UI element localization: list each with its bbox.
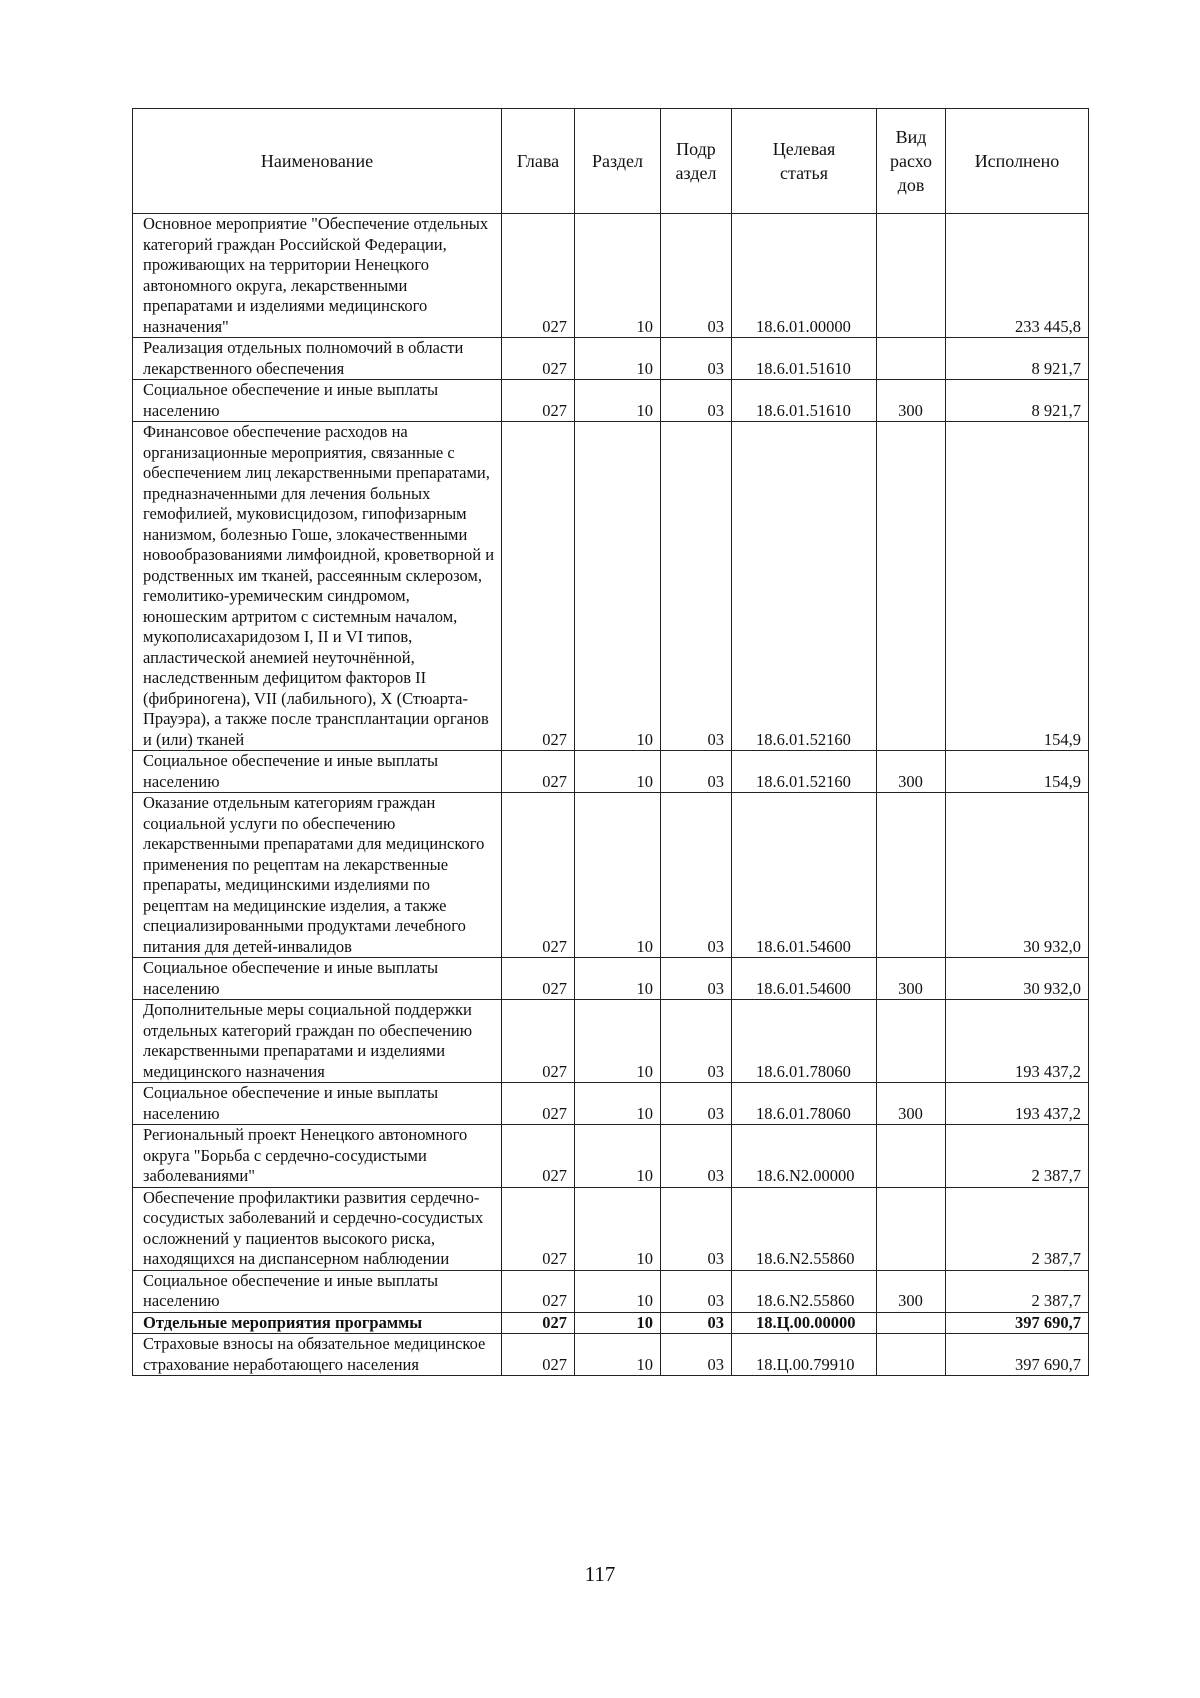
row-target: 18.6.01.52160: [732, 422, 877, 751]
row-executed: 154,9: [946, 751, 1089, 793]
header-type: Вид расхо дов: [877, 109, 946, 214]
row-executed: 193 437,2: [946, 1083, 1089, 1125]
row-name: Основное мероприятие "Обеспечение отдельных категорий граждан Российской Федерации, проживающих на территории Ненецкого автономного округа, лекарственными препаратами и изделиями медицинского назначения": [133, 214, 502, 338]
row-executed: 2 387,7: [946, 1270, 1089, 1312]
row-section: 10: [575, 214, 661, 338]
row-section: 10: [575, 1000, 661, 1083]
table-row: [133, 958, 1089, 1000]
row-name: Обеспечение профилактики развития сердечно-сосудистых заболеваний и сердечно-сосудистых осложнений у пациентов высокого риска, находящихся на диспансерном наблюдении: [133, 1187, 502, 1270]
row-executed: 2 387,7: [946, 1187, 1089, 1270]
row-subsection: 03: [661, 958, 732, 1000]
row-subsection: 03: [661, 1334, 732, 1376]
row-executed: 154,9: [946, 422, 1089, 751]
table-row: [133, 422, 1089, 751]
table-row: [133, 1334, 1089, 1376]
table-row: [133, 1083, 1089, 1125]
row-section: 10: [575, 751, 661, 793]
row-type: 300: [877, 1083, 946, 1125]
header-chapter: Глава: [502, 109, 575, 214]
row-name: Финансовое обеспечение расходов на организационные мероприятия, связанные с обеспечением лиц лекарственными препаратами, предназначенными для лечения больных гемофилией, муковисцидозом, гипофизарным нанизмом, болезнью Гоше, злокачественными новообразованиями лимфоидной, кроветворной и родственных им тканей, рассеянным склерозом, гемолитико-уремическим синдромом, юношеским артритом с системным началом, мукополисахаридозом I, II и VI типов, апластической анемией неуточнённой, наследственным дефицитом факторов II (фибриногена), VII (лабильного), X (Стюарта-Прауэра), а также после трансплантации органов и (или) тканей: [133, 422, 502, 751]
row-section: 10: [575, 793, 661, 958]
page-number: 117: [584, 1562, 616, 1586]
header-section: Раздел: [575, 109, 661, 214]
row-subsection: 03: [661, 1083, 732, 1125]
table-row: [133, 338, 1089, 380]
row-type: [877, 1312, 946, 1334]
row-subsection: 03: [661, 214, 732, 338]
row-name: Реализация отдельных полномочий в области лекарственного обеспечения: [133, 338, 502, 380]
row-executed: 30 932,0: [946, 958, 1089, 1000]
header-name: Наименование: [133, 109, 502, 214]
row-executed: 30 932,0: [946, 793, 1089, 958]
row-chapter: 027: [502, 1270, 575, 1312]
header-target: Целевая статья: [732, 109, 877, 214]
row-chapter: 027: [502, 751, 575, 793]
row-target: 18.6.01.78060: [732, 1000, 877, 1083]
row-chapter: 027: [502, 1187, 575, 1270]
row-chapter: 027: [502, 338, 575, 380]
row-type: 300: [877, 380, 946, 422]
row-executed: 193 437,2: [946, 1000, 1089, 1083]
row-executed: 397 690,7: [946, 1334, 1089, 1376]
row-subsection: 03: [661, 793, 732, 958]
row-target: 18.6.01.78060: [732, 1083, 877, 1125]
row-target: 18.6.01.51610: [732, 380, 877, 422]
row-section: 10: [575, 1187, 661, 1270]
row-type: 300: [877, 958, 946, 1000]
row-target: 18.6.01.51610: [732, 338, 877, 380]
row-type: 300: [877, 751, 946, 793]
table-header-row: [133, 109, 1089, 214]
row-section: 10: [575, 338, 661, 380]
row-subsection: 03: [661, 338, 732, 380]
row-target: 18.6.N2.55860: [732, 1270, 877, 1312]
row-section: 10: [575, 958, 661, 1000]
row-type: [877, 1334, 946, 1376]
row-target: 18.6.01.52160: [732, 751, 877, 793]
row-section: 10: [575, 1125, 661, 1188]
row-name: Региональный проект Ненецкого автономного округа "Борьба с сердечно-сосудистыми заболеваниями": [133, 1125, 502, 1188]
row-chapter: 027: [502, 793, 575, 958]
row-target: 18.6.N2.55860: [732, 1187, 877, 1270]
row-type: [877, 338, 946, 380]
row-name: Социальное обеспечение и иные выплаты населению: [133, 958, 502, 1000]
row-chapter: 027: [502, 1125, 575, 1188]
row-subsection: 03: [661, 1000, 732, 1083]
row-chapter: 027: [502, 1312, 575, 1334]
row-executed: 2 387,7: [946, 1125, 1089, 1188]
row-name: Дополнительные меры социальной поддержки отдельных категорий граждан по обеспечению лекарственными препаратами и изделиями медицинского назначения: [133, 1000, 502, 1083]
row-subsection: 03: [661, 422, 732, 751]
table-row: [133, 793, 1089, 958]
budget-table: [132, 108, 1089, 1376]
row-target: 18.6.01.54600: [732, 958, 877, 1000]
table-row: [133, 1187, 1089, 1270]
row-executed: 8 921,7: [946, 380, 1089, 422]
row-subsection: 03: [661, 380, 732, 422]
row-name: Социальное обеспечение и иные выплаты населению: [133, 1083, 502, 1125]
row-type: [877, 214, 946, 338]
row-chapter: 027: [502, 214, 575, 338]
table-row-bold: [133, 1312, 1089, 1334]
row-subsection: 03: [661, 751, 732, 793]
row-name: Социальное обеспечение и иные выплаты населению: [133, 380, 502, 422]
row-section: 10: [575, 1334, 661, 1376]
row-section: 10: [575, 1312, 661, 1334]
table-row: [133, 1125, 1089, 1188]
table-row: [133, 1000, 1089, 1083]
row-name: Оказание отдельным категориям граждан социальной услуги по обеспечению лекарственными препаратами для медицинского применения по рецептам на лекарственные препараты, медицинскими изделиями по рецептам на медицинские изделия, а также специализированными продуктами лечебного питания для детей-инвалидов: [133, 793, 502, 958]
row-section: 10: [575, 1083, 661, 1125]
row-target: 18.Ц.00.00000: [732, 1312, 877, 1334]
row-chapter: 027: [502, 958, 575, 1000]
row-type: [877, 422, 946, 751]
row-name: Социальное обеспечение и иные выплаты населению: [133, 1270, 502, 1312]
header-executed: Исполнено: [946, 109, 1089, 214]
row-type: [877, 1000, 946, 1083]
row-section: 10: [575, 1270, 661, 1312]
row-target: 18.6.N2.00000: [732, 1125, 877, 1188]
row-executed: 8 921,7: [946, 338, 1089, 380]
row-target: 18.6.01.54600: [732, 793, 877, 958]
table-row: [133, 214, 1089, 338]
row-section: 10: [575, 422, 661, 751]
row-subsection: 03: [661, 1270, 732, 1312]
row-type: 300: [877, 1270, 946, 1312]
row-subsection: 03: [661, 1187, 732, 1270]
table-row: [133, 751, 1089, 793]
row-name: Отдельные мероприятия программы: [133, 1312, 502, 1334]
table-row: [133, 1270, 1089, 1312]
row-name: Социальное обеспечение и иные выплаты населению: [133, 751, 502, 793]
header-subsection: Подр аздел: [661, 109, 732, 214]
row-section: 10: [575, 380, 661, 422]
row-type: [877, 1187, 946, 1270]
row-subsection: 03: [661, 1125, 732, 1188]
row-chapter: 027: [502, 1334, 575, 1376]
table-row: [133, 380, 1089, 422]
row-chapter: 027: [502, 1000, 575, 1083]
row-subsection: 03: [661, 1312, 732, 1334]
row-type: [877, 1125, 946, 1188]
row-type: [877, 793, 946, 958]
row-chapter: 027: [502, 422, 575, 751]
row-executed: 233 445,8: [946, 214, 1089, 338]
row-target: 18.6.01.00000: [732, 214, 877, 338]
row-chapter: 027: [502, 1083, 575, 1125]
row-chapter: 027: [502, 380, 575, 422]
row-executed: 397 690,7: [946, 1312, 1089, 1334]
row-target: 18.Ц.00.79910: [732, 1334, 877, 1376]
row-name: Страховые взносы на обязательное медицинское страхование неработающего населения: [133, 1334, 502, 1376]
